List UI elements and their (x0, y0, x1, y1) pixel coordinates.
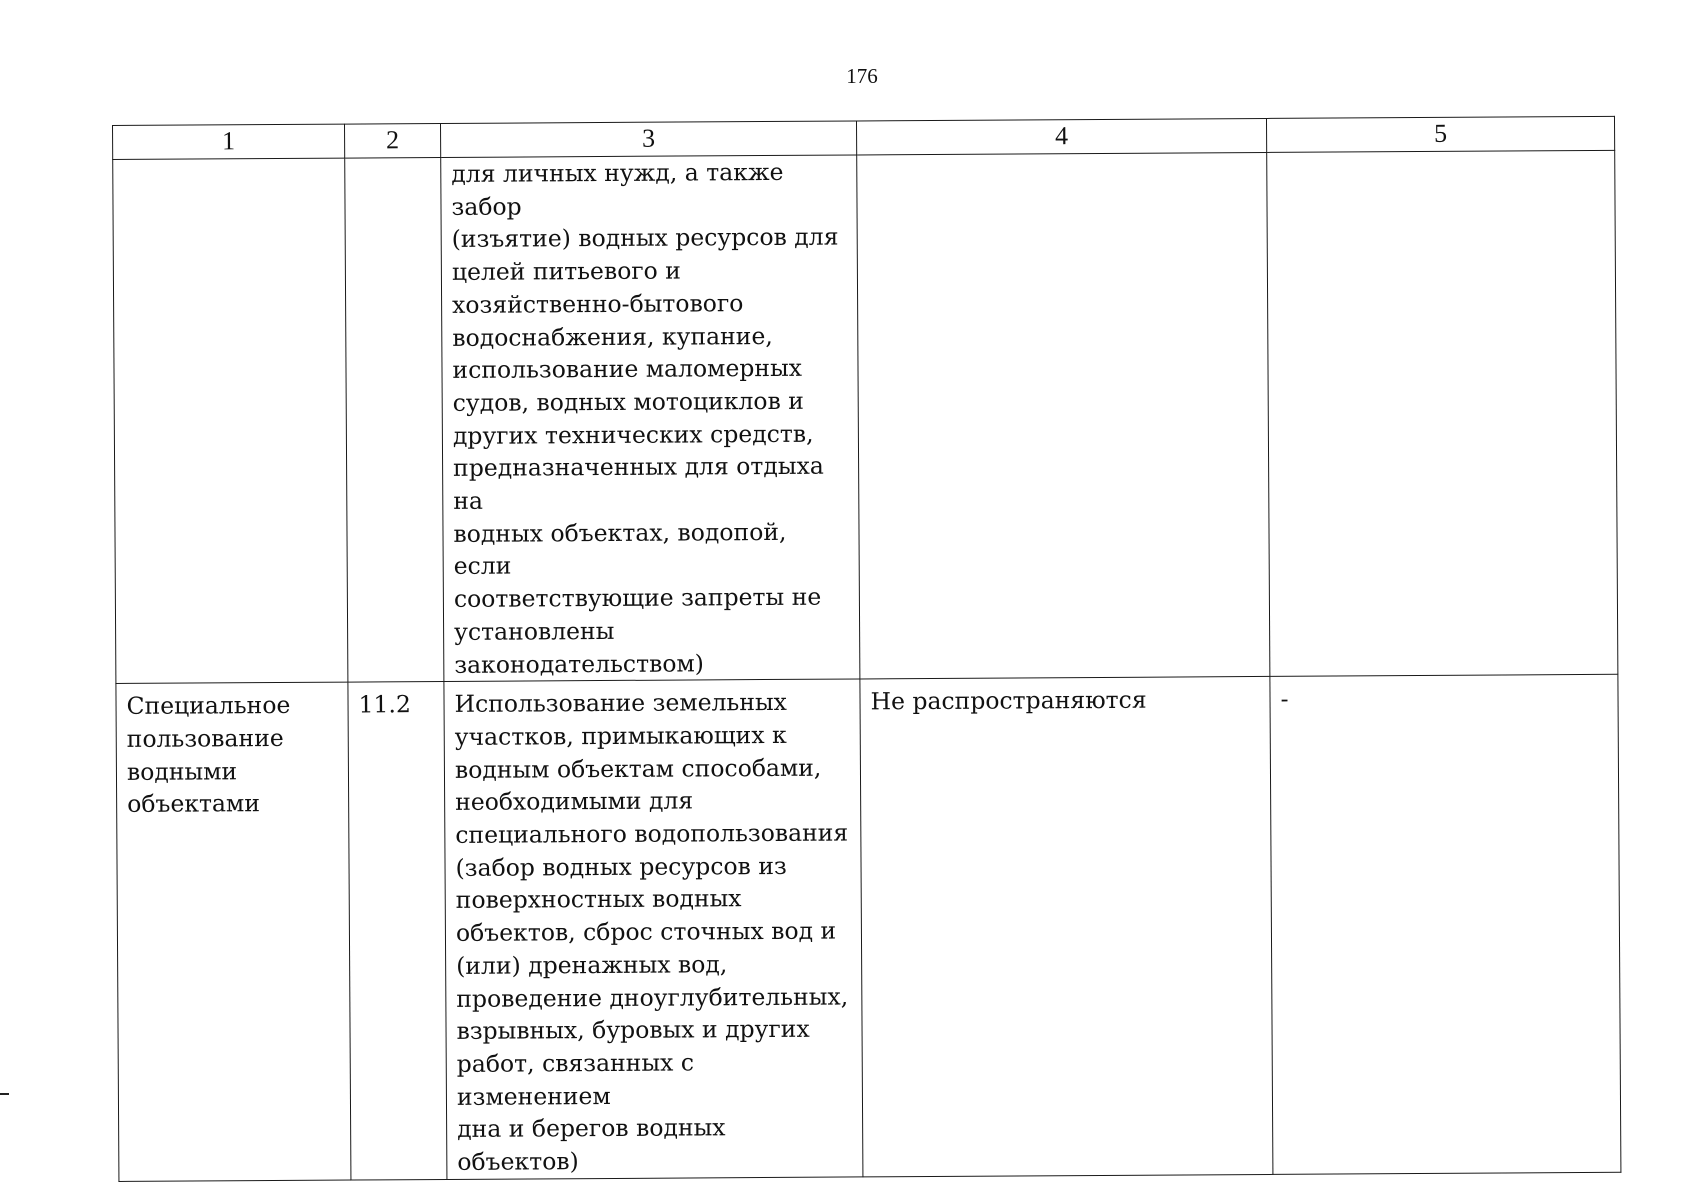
row-2-description-text: Использование земельных участков, примыкающих к водным объектам способами, необходимыми для специального водопользования (забор водных ресурсов из поверхностных водных объектов, сброс сточных вод и (или) дренажных вод, проведение дноуглубительных, взрывных, буровых и других работ, связанных с изменением дна и берегов водных объектов) (454, 688, 849, 1177)
row-1-col-5-cell (1267, 150, 1618, 676)
column-header-1: 1 (113, 124, 345, 159)
row-1-col-4-cell (857, 152, 1270, 679)
row-2-code-text: 11.2 (358, 690, 411, 719)
row-1-description-text: для личных нужд, а также забор (изъятие) водных ресурсов для целей питьевого и хозяйственно-бытового водоснабжения, купание, использование маломерных судов, водных мотоциклов и других технических средств, предназначенных для отдыха на водных объектах, водопой, если соответствующие запреты не установлены законодательством) (451, 157, 839, 679)
row-2-col-3-cell (444, 679, 863, 1179)
row-1-col-5-text (1277, 151, 1604, 153)
margin-mark (0, 1093, 9, 1095)
page-number: 176 (846, 64, 878, 88)
column-header-5: 5 (1266, 116, 1614, 152)
row-2-use-type-text: Специальное пользование водными объектами (126, 691, 291, 819)
row-2-col-4-text: Не распространяются (870, 685, 1147, 716)
row-1-col-1-text (123, 159, 334, 160)
regulation-table (112, 116, 1621, 1182)
row-1-col-1-cell (113, 158, 348, 684)
row-2-col-1-cell (116, 682, 351, 1181)
row-1-col-2-cell (345, 157, 444, 682)
row-2-col-5-text: - (1280, 685, 1289, 714)
column-header-2: 2 (344, 123, 440, 158)
row-2-col-5-cell (1270, 675, 1621, 1175)
table-row (113, 150, 1618, 683)
row-2-col-4-cell (860, 677, 1273, 1177)
row-1-col-3-cell (441, 155, 860, 682)
row-2-col-2-cell (348, 682, 447, 1180)
column-header-4: 4 (856, 118, 1266, 155)
table-row (116, 675, 1621, 1182)
column-header-3: 3 (440, 121, 856, 158)
